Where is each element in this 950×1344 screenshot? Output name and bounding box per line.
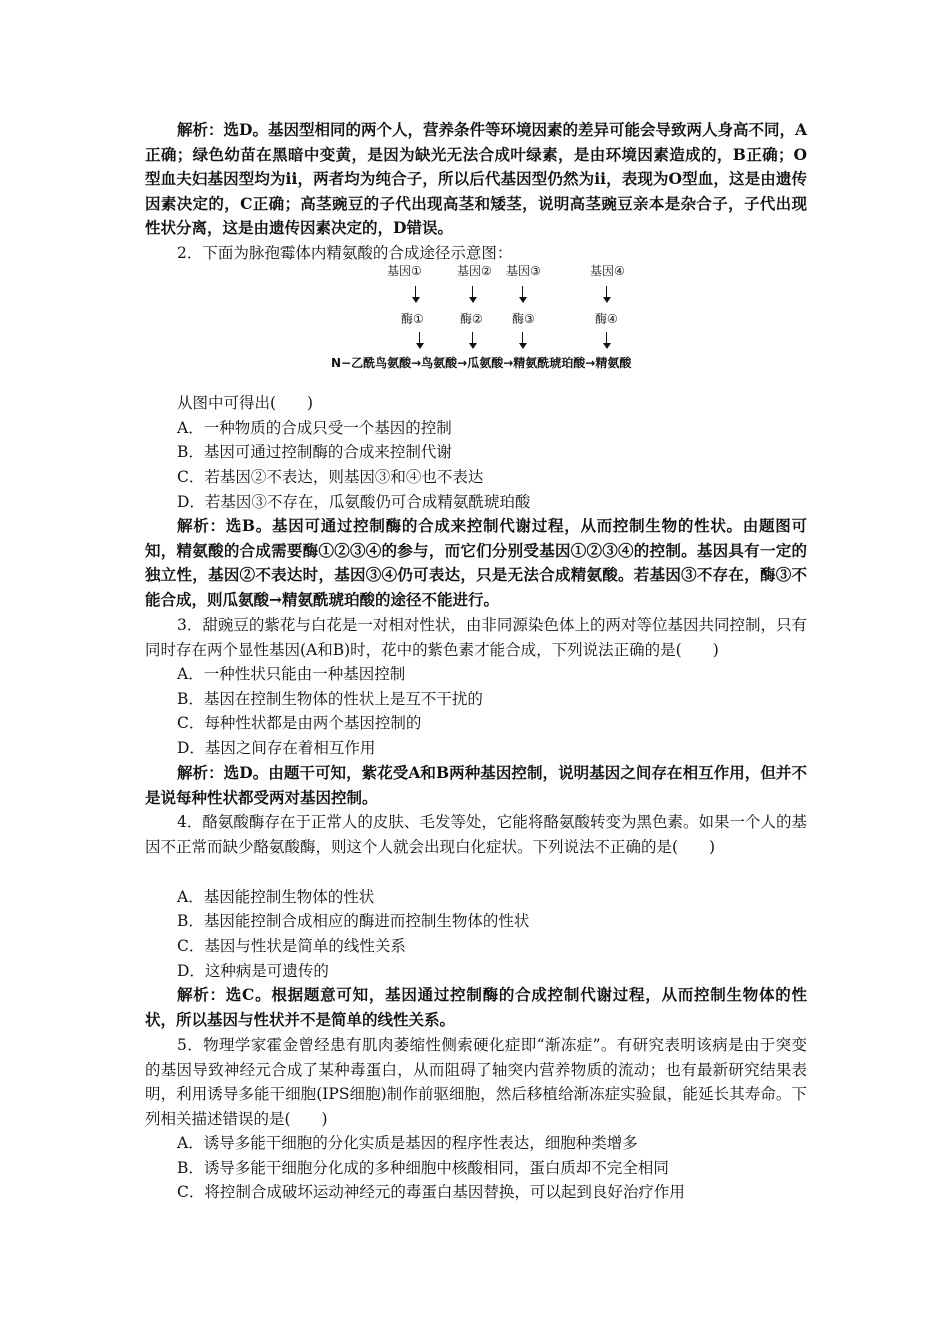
pathway-chain: N−乙酰鸟氨酸→鸟氨酸→瓜氨酸→精氨酰琥珀酸→精氨酸 xyxy=(331,356,632,370)
q3-option-d: D．基因之间存在着相互作用 xyxy=(177,739,376,757)
q1-analysis: 解析：选D。基因型相同的两个人，营养条件等环境因素的差异可能会导致两人身高不同，A正确；绿色幼苗在黑暗中变黄，是因为缺光无法合成叶绿素，是由环境因素造成的，B正确；O型血夫妇基因型均为ii，两者均为纯合子，所以后代基因型仍然为ii，表现为O型血，这是由遗传因素决定的，C正确；高茎豌豆的子代出现高茎和矮茎，说明高茎豌豆亲本是杂合子，子代出现性状分离，这是由遗传因素决定的，D错误。 xyxy=(145,120,807,238)
down-arrow-icon xyxy=(518,286,528,304)
down-arrow-icon xyxy=(468,286,478,304)
q2-option-b: B．基因可通过控制酶的合成来控制代谢 xyxy=(177,443,452,461)
q5-stem: 5．物理学家霍金曾经患有肌肉萎缩性侧索硬化症即“渐冻症”。有研究表明该病是由于突变的基因导致神经元合成了某种毒蛋白，从而阻碍了轴突内营养物质的流动；也有最新研究结果表明，利用诱导多能干细胞(IPS细胞)制作前驱细胞，然后移植给渐冻症实验鼠，能延长其寿命。下列相关描述错误的是( ) xyxy=(145,1036,807,1128)
q4-option-c: C．基因与性状是简单的线性关系 xyxy=(177,937,406,955)
q3-option-a: A．一种性状只能由一种基因控制 xyxy=(177,665,406,683)
down-arrow-icon xyxy=(518,332,528,350)
q2-stem: 2．下面为脉孢霉体内精氨酸的合成途径示意图： xyxy=(177,244,513,262)
gene-3-label: 基因③ xyxy=(506,264,541,278)
q3-option-b: B．基因在控制生物体的性状上是互不干扰的 xyxy=(177,690,483,708)
enzyme-2-label: 酶② xyxy=(460,312,483,326)
gene-2-label: 基因② xyxy=(457,264,492,278)
q2-option-a: A．一种物质的合成只受一个基因的控制 xyxy=(177,419,452,437)
q4-stem: 4．酪氨酸酶存在于正常人的皮肤、毛发等处，它能将酪氨酸转变为黑色素。如果一个人的基因不正常而缺少酪氨酸酶，则这个人就会出现白化症状。下列说法不正确的是( ) xyxy=(145,813,807,856)
down-arrow-icon xyxy=(411,286,421,304)
q2-option-d: D．若基因③不存在，瓜氨酸仍可合成精氨酰琥珀酸 xyxy=(177,493,531,511)
q5-option-a: A．诱导多能干细胞的分化实质是基因的程序性表达，细胞种类增多 xyxy=(177,1134,638,1152)
pathway-diagram xyxy=(325,262,665,374)
gene-4-label: 基因④ xyxy=(590,264,625,278)
q4-option-d: D．这种病是可遗传的 xyxy=(177,962,329,980)
q4-analysis: 解析：选C。根据题意可知，基因通过控制酶的合成控制代谢过程，从而控制生物体的性状，所以基因与性状并不是简单的线性关系。 xyxy=(145,985,807,1029)
down-arrow-icon xyxy=(602,286,612,304)
enzyme-1-label: 酶① xyxy=(401,312,424,326)
q5-option-b: B．诱导多能干细胞分化成的多种细胞中核酸相同，蛋白质却不完全相同 xyxy=(177,1159,669,1177)
down-arrow-icon xyxy=(468,332,478,350)
enzyme-4-label: 酶④ xyxy=(595,312,618,326)
q3-stem: 3．甜豌豆的紫花与白花是一对相对性状，由非同源染色体上的两对等位基因共同控制，只有同时存在两个显性基因(A和B)时，花中的紫色素才能合成，下列说法正确的是( ) xyxy=(145,616,807,659)
enzyme-3-label: 酶③ xyxy=(512,312,535,326)
q3-option-c: C．每种性状都是由两个基因控制的 xyxy=(177,714,422,732)
down-arrow-icon xyxy=(415,332,425,350)
q3-analysis: 解析：选D。由题干可知，紫花受A和B两种基因控制，说明基因之间存在相互作用，但并不是说每种性状都受两对基因控制。 xyxy=(145,763,807,807)
q5-option-c: C．将控制合成破坏运动神经元的毒蛋白基因替换，可以起到良好治疗作用 xyxy=(177,1183,685,1201)
down-arrow-icon xyxy=(602,332,612,350)
q4-option-a: A．基因能控制生物体的性状 xyxy=(177,888,375,906)
q2-analysis: 解析：选B。基因可通过控制酶的合成来控制代谢过程，从而控制生物的性状。由题图可知，精氨酸的合成需要酶①②③④的参与，而它们分别受基因①②③④的控制。基因具有一定的独立性，基因②不表达时，基因③④仍可表达，只是无法合成精氨酸。若基因③不存在，酶③不能合成，则瓜氨酸→精氨酰琥珀酸的途径不能进行。 xyxy=(145,516,807,609)
q2-lead: 从图中可得出( ) xyxy=(177,394,314,412)
q4-option-b: B．基因能控制合成相应的酶进而控制生物体的性状 xyxy=(177,912,530,930)
gene-1-label: 基因① xyxy=(387,264,422,278)
q2-option-c: C．若基因②不表达，则基因③和④也不表达 xyxy=(177,468,484,486)
